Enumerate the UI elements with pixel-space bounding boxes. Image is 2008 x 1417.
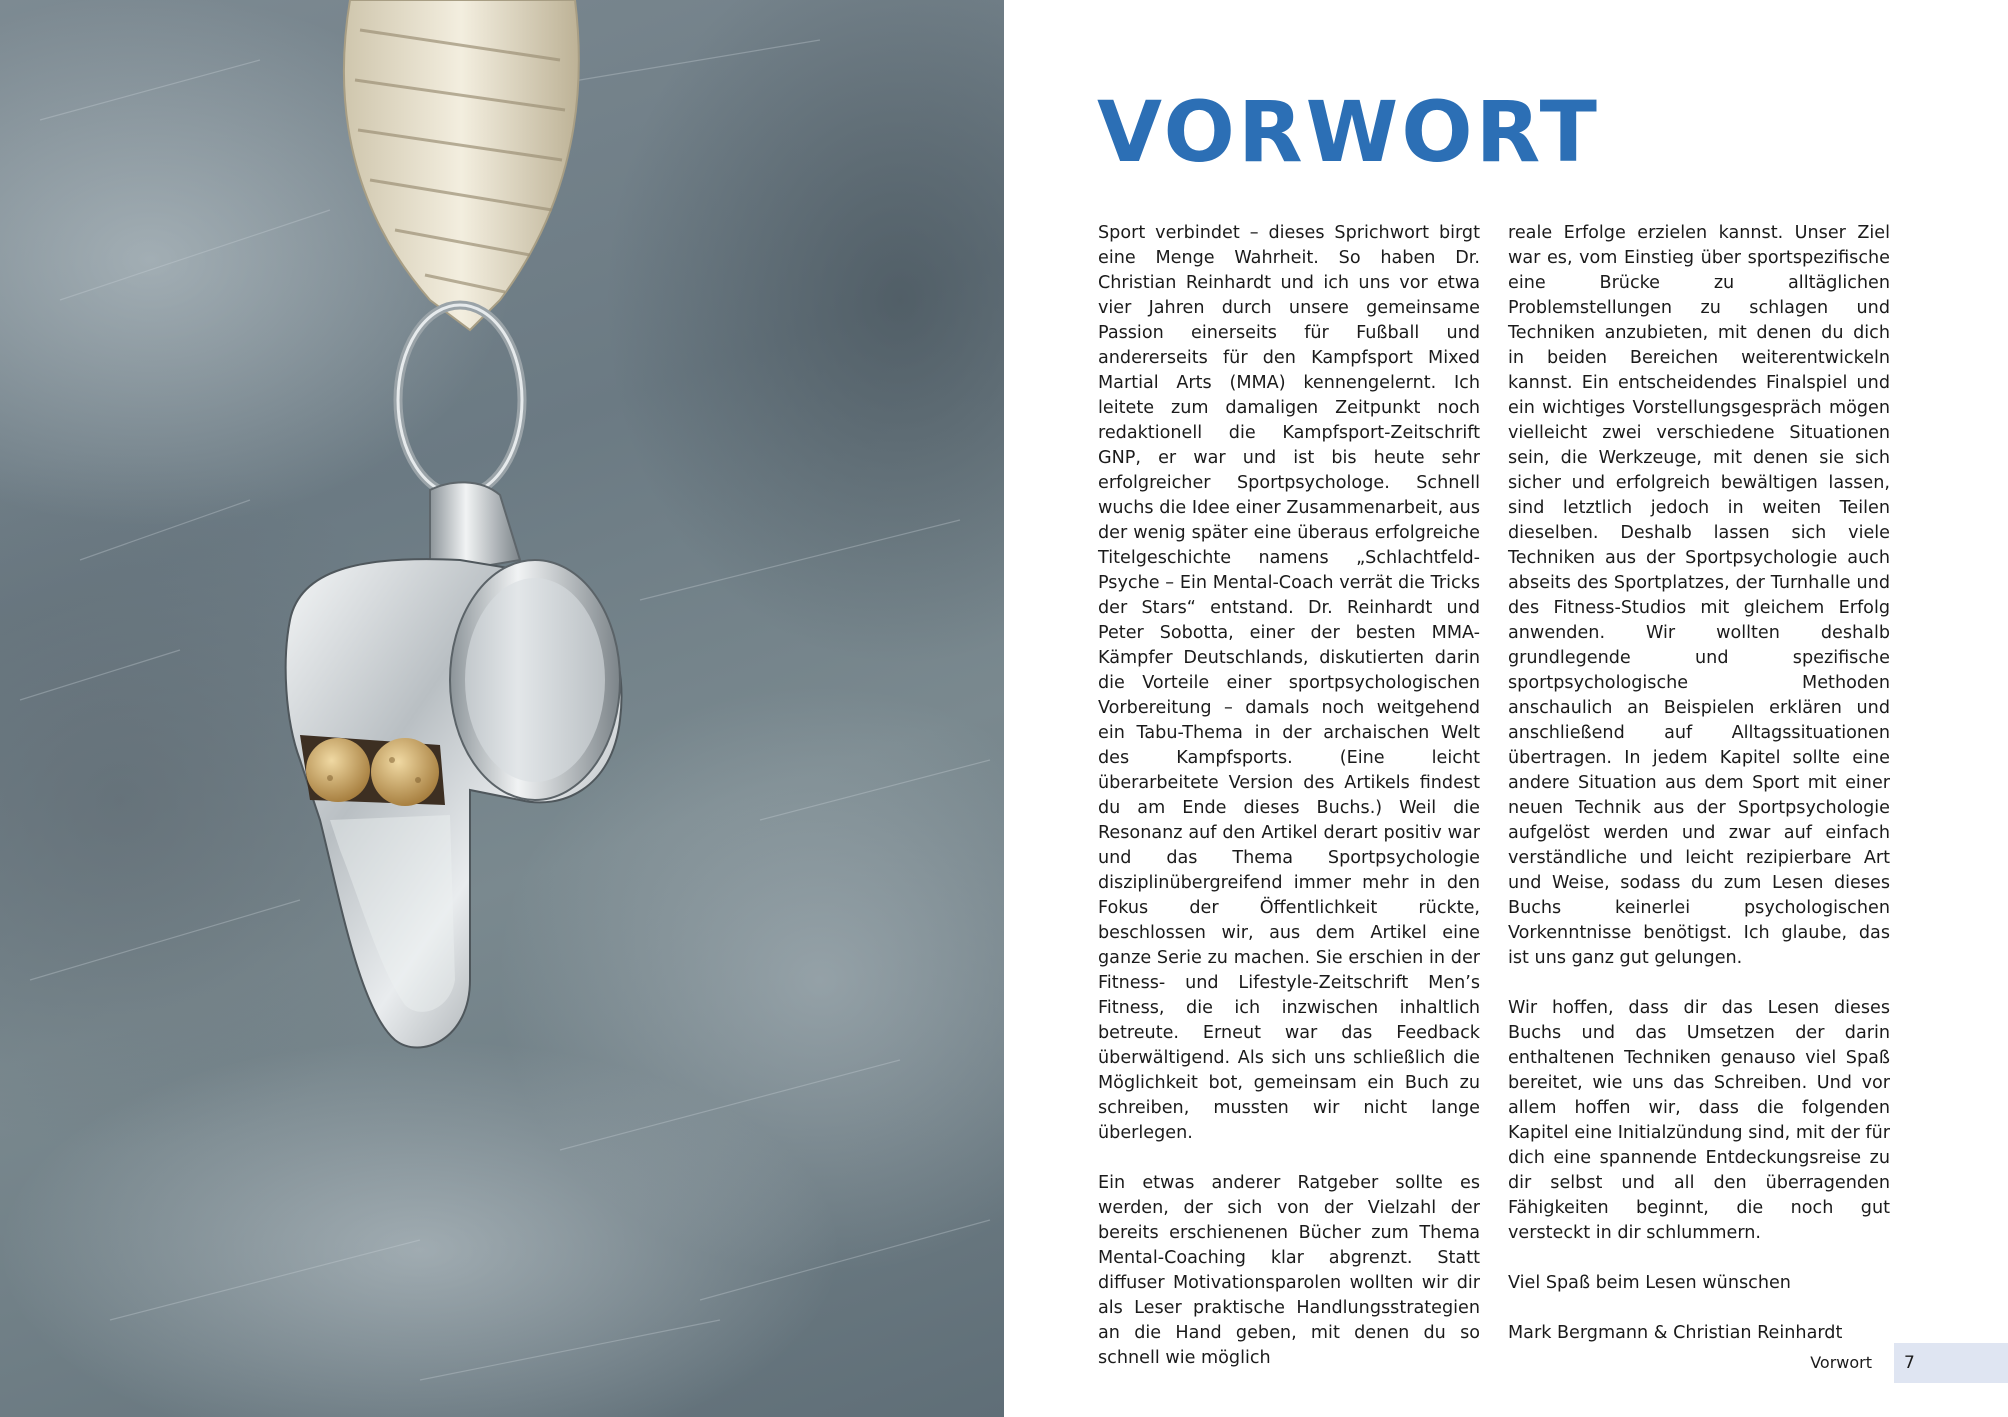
whistle-icon (286, 482, 622, 1047)
rope (344, 0, 579, 330)
author-signature: Mark Bergmann & Christian Reinhardt (1508, 1323, 1843, 1343)
running-footer-section: Vorwort (1810, 1353, 1872, 1372)
paragraph: Sport verbindet – dieses Sprichwort birgt eine Menge Wahrheit. So haben Dr. Christian Reinhardt und ich uns vor etwa vier Jahren durch unsere gemeinsame Passion einerseits für Fußball und andererseits für den Kampfsport Mixed Martial Arts (MMA) kennengelernt. Ich leitete zum damaligen Zeitpunkt noch redaktionell die Kampfsport-Zeitschrift GNP, er war und ist bis heute sehr erfolgreicher Sportpsychologe. Schnell wuchs die Idee einer Zusammenarbeit, aus der wenig später eine überaus erfolgreiche Titelgeschichte namens „Schlachtfeld-Psyche – Ein Mental-Coach verrät die Tricks der Stars“ entstand. Dr. Reinhardt und Peter Sobotta, einer der besten MMA-Kämpfer Deutschlands, diskutierten darin die Vorteile einer sportpsychologischen Vorbereitung – damals noch weitgehend ein Tabu-Thema in der archaischen Welt des Kampfsports. (Eine leicht überarbeitete Version des Artikels findest du am Ende dieses Buchs.) Weil die Resonanz auf den Artikel derart positiv war und das Thema Sportpsychologie disziplinübergreifend immer mehr in den Fokus der Öffentlichkeit rückte, beschlossen wir, aus dem Artikel eine ganze Serie zu machen. Sie erschien in der Fitness- und Lifestyle-Zeitschrift Men’s Fitness, die ich inzwischen inhaltlich betreute. Erneut war das Feedback überwältigend. Als sich uns schließlich die Möglichkeit bot, gemeinsam ein Buch zu schreiben, mussten wir nicht lange überlegen. (1098, 223, 1480, 1143)
paragraph: Ein etwas anderer Ratgeber sollte es werden, der sich von der Vielzahl der bereits erschienenen Bücher zum Thema Mental-Coaching klar abgrenzt. Statt diffuser Motivationsparolen wollten wir dir als Leser praktische Handlungsstrategien an die Hand geben, mit denen du so schnell wie möglich (1098, 1173, 1480, 1368)
paragraph: reale Erfolge erzielen kannst. Unser Ziel war es, vom Einstieg über sportspezifische eine Brücke zu alltäglichen Problemstellungen zu schlagen und Techniken anzubieten, mit denen du dich in beiden Bereichen weiterentwickeln kannst. Ein entscheidendes Finalspiel und ein wichtiges Vorstellungsgespräch mögen vielleicht zwei verschiedene Situationen sein, die Werkzeuge, mit denen sie sich sicher und erfolgreich bewältigen lassen, sind letztlich jedoch in weiten Teilen dieselben. Deshalb lassen sich viele Techniken aus der Sportpsychologie auch abseits des Sportplatzes, der Turnhalle und des Fitness-Studios mit gleichem Erfolg anwenden. Wir wollten deshalb grundlegende und spezifische sportpsychologische Methoden anschaulich an Beispielen erklären und anschließend auf Alltagssituationen übertragen. In jedem Kapitel sollte eine andere Situation aus dem Sport mit einer neuen Technik aus der Sportpsychologie aufgelöst werden und zwar auf einfach verständliche und leicht rezipierbare Art und Weise, sodass du zum Lesen dieses Buchs keinerlei psychologischen Vorkenntnisse benötigst. Ich glaube, das ist uns ganz gut gelungen. (1508, 223, 1890, 968)
paragraph: Wir hoffen, dass dir das Lesen dieses Buchs und das Umsetzen der darin enthaltenen Techniken genauso viel Spaß bereitet, wie uns das Schreiben. Und vor allem hoffen wir, dass die folgenden Kapitel eine Initialzündung sind, mit der für dich eine spannende Entdeckungsreise zu dir selbst und all den überragenden Fähigkeiten beginnt, die noch gut versteckt in dir schlummern. (1508, 998, 1890, 1243)
text-column-left (1098, 221, 1480, 1396)
page-title: VORWORT (1097, 83, 1600, 181)
page-number: 7 (1904, 1353, 1915, 1373)
closing-wish: Viel Spaß beim Lesen wünschen (1508, 1273, 1791, 1293)
text-column-right (1508, 221, 1890, 1371)
